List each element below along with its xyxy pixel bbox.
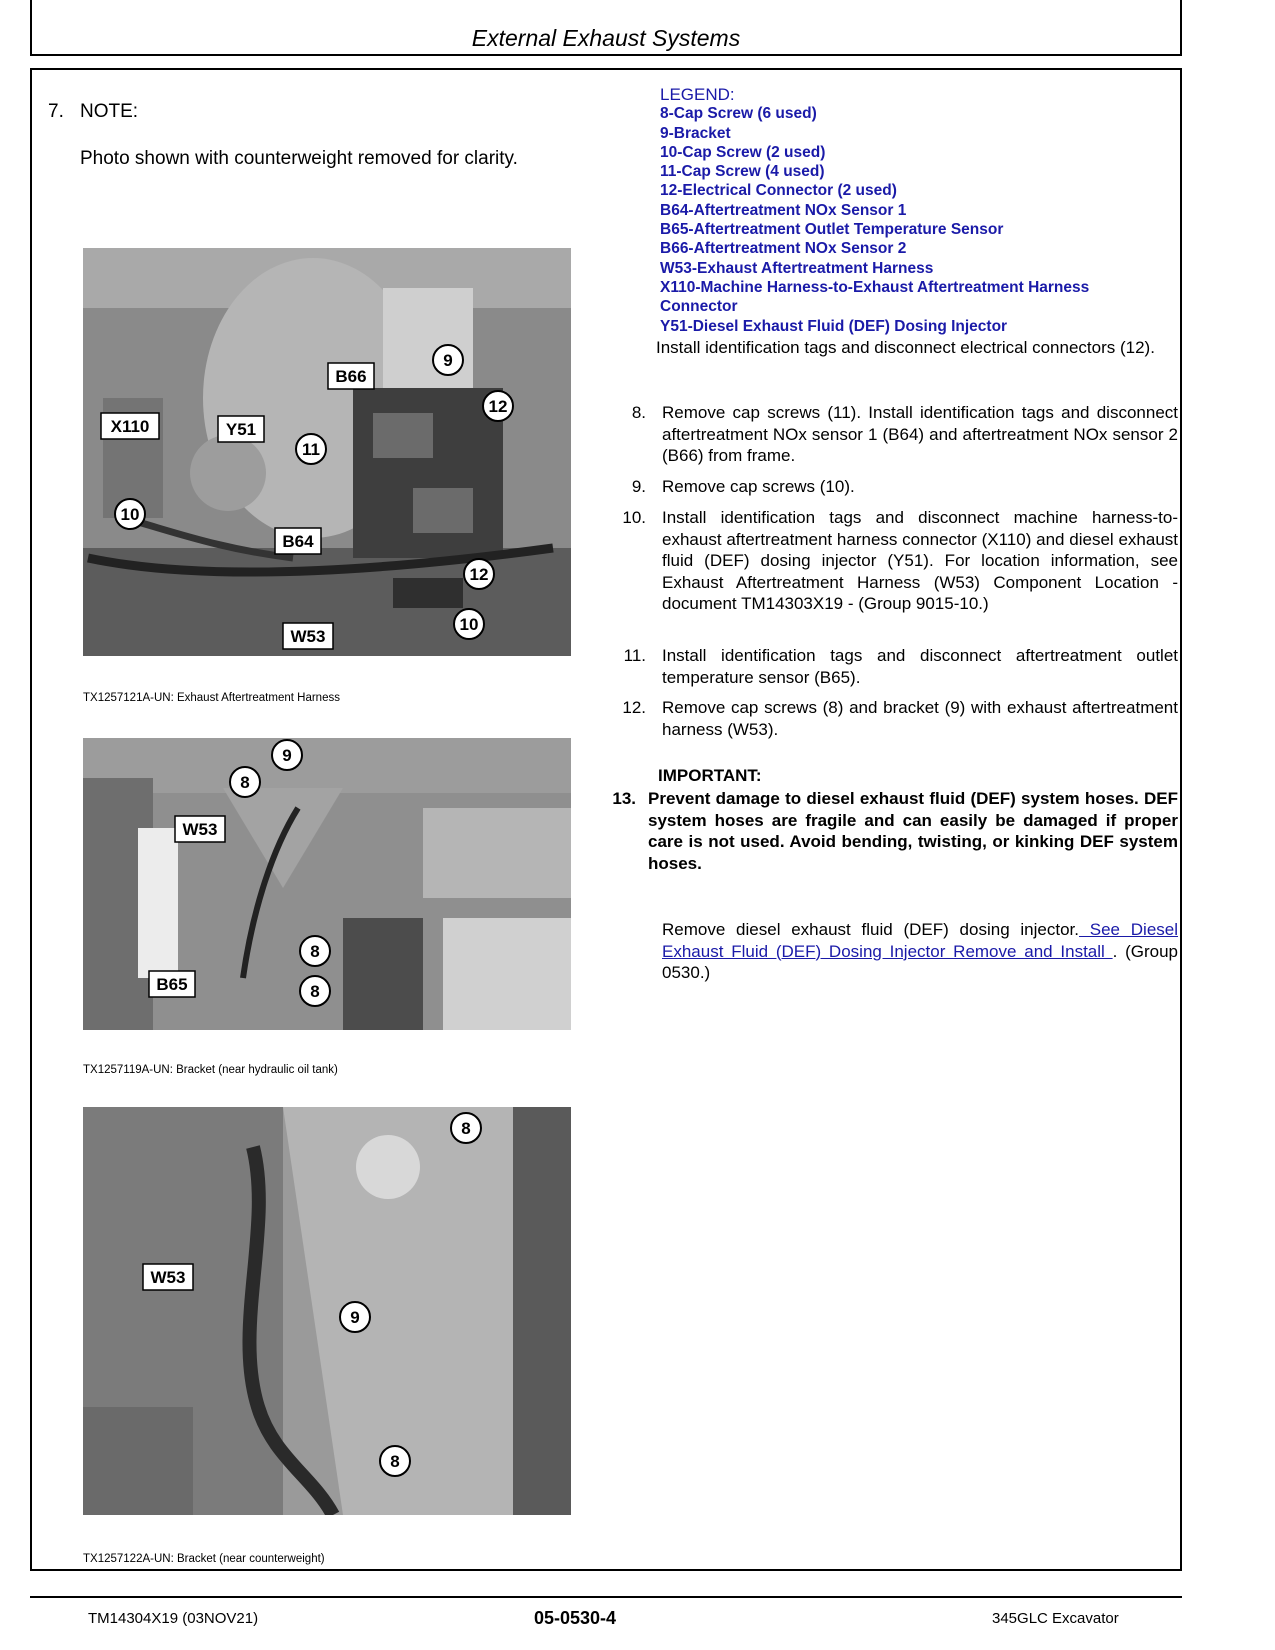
step-12 xyxy=(610,697,1178,740)
photo3-label-w53: W53 xyxy=(150,1268,186,1287)
photo2-label-b65: B65 xyxy=(156,975,188,994)
disconnect-connectors-text: Install identification tags and disconnect electrical connectors (12). xyxy=(656,338,1155,357)
step-number: 8. xyxy=(631,403,646,422)
step-number: 12. xyxy=(622,698,646,717)
photo1-label-w53: W53 xyxy=(290,627,326,646)
legend-item: B65-Aftertreatment Outlet Temperature Sensor xyxy=(660,221,1004,239)
photo3-label-8b: 8 xyxy=(390,1452,400,1471)
photo2-label-8a: 8 xyxy=(240,773,250,792)
photo-bracket-near-counterweight xyxy=(83,1107,571,1515)
important-text: Prevent damage to diesel exhaust fluid (DEF) system hoses. DEF system hoses are fragile and can easily be damaged if proper care is not used. Avoid bending, twisting, or kinking DEF system hoses. xyxy=(648,789,1178,873)
step-7-number: 7. xyxy=(48,101,64,122)
photo-bracket-near-hydraulic-oil-tank xyxy=(83,738,571,1030)
footer-page-number: 05-0530-4 xyxy=(534,1608,617,1628)
photo1-label-12a: 12 xyxy=(488,397,508,416)
photo1-label-10b: 10 xyxy=(459,615,479,634)
photo2-label-8b: 8 xyxy=(310,942,320,961)
step-10 xyxy=(610,507,1178,615)
legend-item: B64-Aftertreatment NOx Sensor 1 xyxy=(660,201,907,219)
photo-1-caption: TX1257121A-UN: Exhaust Aftertreatment Harness xyxy=(83,692,340,704)
footer-rule xyxy=(30,1596,1182,1598)
step-7-note-text: Photo shown with counterweight removed for clarity. xyxy=(80,148,518,169)
photo1-label-x110: X110 xyxy=(110,417,150,436)
step-text: Remove cap screws (10). xyxy=(662,477,855,496)
remove-install-link[interactable]: See Diesel Exhaust Fluid (DEF) Dosing Injector Remove and Install xyxy=(662,920,1179,961)
legend-item: Y51-Diesel Exhaust Fluid (DEF) Dosing Injector xyxy=(660,317,1008,335)
photo3-label-8a: 8 xyxy=(461,1119,471,1138)
photo1-label-b64: B64 xyxy=(282,532,314,551)
legend-item: W53-Exhaust Aftertreatment Harness xyxy=(660,259,934,277)
step-text: Install identification tags and disconnect machine harness-to-exhaust aftertreatment harness connector (X110) and diesel exhaust fluid (DEF) dosing injector (Y51). For location information, see Exhaust Aftertreatment Harness (W53) Component Location - document TM14303X19 - (Group 9015-10.) xyxy=(662,508,1178,613)
footer-machine-model: 345GLC Excavator xyxy=(992,1610,1119,1627)
photo-exhaust-aftertreatment-harness xyxy=(83,248,571,656)
legend-item: 9-Bracket xyxy=(660,124,731,142)
step-text: Remove cap screws (11). Install identification tags and disconnect aftertreatment NOx sensor 1 (B64) and aftertreatment NOx sensor 2 (B66) from frame. xyxy=(662,403,1178,465)
photo1-label-11: 11 xyxy=(302,440,320,459)
step-text: Install identification tags and disconnect aftertreatment outlet temperature sensor (B65). xyxy=(662,646,1178,687)
photo1-label-b66: B66 xyxy=(335,367,367,386)
photo-3-caption: TX1257122A-UN: Bracket (near counterweight) xyxy=(83,1553,325,1565)
step-number: 9. xyxy=(631,477,646,496)
step-number: 11. xyxy=(623,646,646,665)
photo2-label-9: 9 xyxy=(282,746,292,765)
photo3-label-9: 9 xyxy=(350,1308,360,1327)
photo1-label-10a: 10 xyxy=(120,505,140,524)
photo2-label-w53: W53 xyxy=(182,820,218,839)
photo1-label-y51: Y51 xyxy=(225,420,257,439)
step-number: 13. xyxy=(612,789,636,808)
remove-injector-paragraph xyxy=(662,919,1178,984)
legend-item: X110-Machine Harness-to-Exhaust Aftertreatment Harness xyxy=(660,278,1090,296)
footer-document-id: TM14304X19 (03NOV21) xyxy=(88,1610,259,1627)
header-box xyxy=(30,0,1182,56)
photo1-label-9: 9 xyxy=(443,351,453,370)
legend-item: 12-Electrical Connector (2 used) xyxy=(660,182,897,200)
legend-item: B66-Aftertreatment NOx Sensor 2 xyxy=(660,240,907,258)
legend xyxy=(660,85,1180,336)
legend-item: Connector xyxy=(660,298,738,316)
page-section-title: External Exhaust Systems xyxy=(471,25,741,51)
photo-2-caption: TX1257119A-UN: Bracket (near hydraulic oil tank) xyxy=(83,1064,338,1076)
legend-item: 10-Cap Screw (2 used) xyxy=(660,143,826,161)
step-8 xyxy=(610,402,1178,467)
step-9 xyxy=(610,476,1178,498)
photo1-label-12b: 12 xyxy=(469,565,489,584)
step-7-note-label: NOTE: xyxy=(80,101,139,122)
step-text: Remove cap screws (8) and bracket (9) with exhaust aftertreatment harness (W53). xyxy=(662,698,1178,739)
step-11 xyxy=(610,645,1178,688)
group-reference: . (Group 0530.) xyxy=(662,941,1179,982)
photo2-label-8c: 8 xyxy=(310,982,320,1001)
important-label: IMPORTANT: xyxy=(658,766,762,785)
legend-item: 11-Cap Screw (4 used) xyxy=(660,163,825,181)
legend-item: 8-Cap Screw (6 used) xyxy=(660,105,817,123)
remove-injector-text: Remove diesel exhaust fluid (DEF) dosing injector. xyxy=(662,920,1079,939)
legend-title: LEGEND: xyxy=(660,85,735,104)
step-number: 10. xyxy=(622,508,646,527)
step-13 xyxy=(600,788,1178,874)
